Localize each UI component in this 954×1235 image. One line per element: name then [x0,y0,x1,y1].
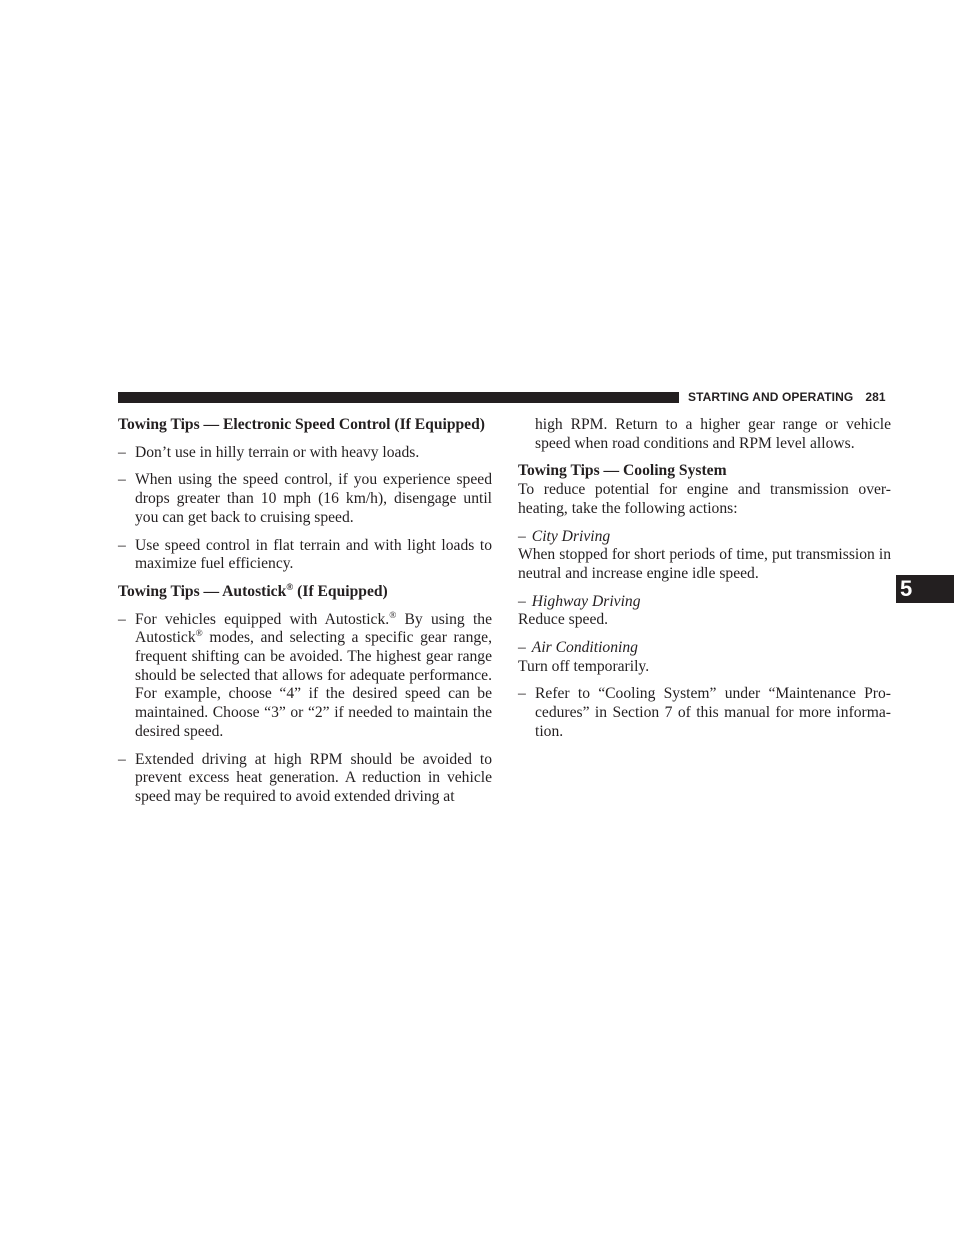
dash-bullet: – [518,639,526,657]
chapter-number: 5 [900,576,913,601]
section-title: STARTING AND OPERATING [688,390,854,404]
list-item [518,685,891,741]
chapter-tab [896,575,954,603]
list-item [118,444,492,463]
continued-text: high RPM. Return to a higher gear range or vehicle speed when road conditions and RPM level allows. [535,416,891,452]
list-item [118,611,492,742]
city-text: When stopped for short periods of time, put transmission in neutral and increase engine idle speed. [518,546,891,582]
item-text: Use speed control in flat terrain and with light loads to maximize fuel efficiency. [135,536,492,573]
dash-bullet: – [118,610,126,628]
registered-mark: ® [195,629,203,640]
subheading-city [518,528,891,547]
item-text: Refer to “Cooling System” under “Maintenance Pro-cedures” in Section 7 of this manual for more informa-tion. [535,685,891,740]
dash-bullet: – [118,443,126,461]
right-column [518,416,891,751]
ac-text: Turn off temporarily. [518,657,650,675]
heading-autostick-text: Towing Tips — Autostick [118,582,287,600]
heading-speed-control: Towing Tips — Electronic Speed Control (If Equipped) [118,416,485,433]
subheading-ac [518,639,891,658]
registered-mark: ® [389,610,397,621]
highway-text: Reduce speed. [518,611,609,629]
dash-bullet: – [118,471,126,489]
list-item [118,537,492,574]
subheading-label: City Driving [531,527,611,545]
item-text: Extended driving at high RPM should be avoided to prevent excess heat generation. A reduction in vehicle speed may be required to avoid extended driving at [135,750,492,805]
heading-cooling: Towing Tips — Cooling System [518,462,727,480]
dash-bullet: – [118,536,126,554]
subheading-label: Highway Driving [531,592,641,610]
subheading-highway [518,593,891,612]
cooling-intro: To reduce potential for engine and transmission over-heating, take the following actions: [518,481,891,517]
page-number: 281 [865,390,886,404]
subheading-label: Air Conditioning [531,639,638,657]
left-column [118,416,492,816]
registered-mark: ® [286,582,294,593]
item-text: modes, and selecting a specific gear range, frequent shifting can be avoided. The highest gear range should be selected that allows for adequate performance. For example, choose “4” if the desired speed can be maintained. Choose “3” or “2” if needed to maintain the desired speed. [135,629,492,740]
header-rule [118,392,679,403]
dash-bullet: – [518,592,526,610]
dash-bullet: – [518,685,526,703]
running-header [688,390,886,404]
dash-bullet: – [118,750,126,768]
item-text: Don’t use in hilly terrain or with heavy loads. [135,443,420,461]
item-text: For vehicles equipped with Autostick. [135,610,390,628]
dash-bullet: – [518,527,526,545]
item-text: When using the speed control, if you experience speed drops greater than 10 mph (16 km/h), disengage until you can get back to cruising speed. [135,471,492,526]
item-text: By using the Autostick [135,610,492,647]
heading-autostick [118,583,492,602]
list-item [118,751,492,807]
heading-autostick-suffix: (If Equipped) [293,582,388,600]
list-item [118,471,492,527]
